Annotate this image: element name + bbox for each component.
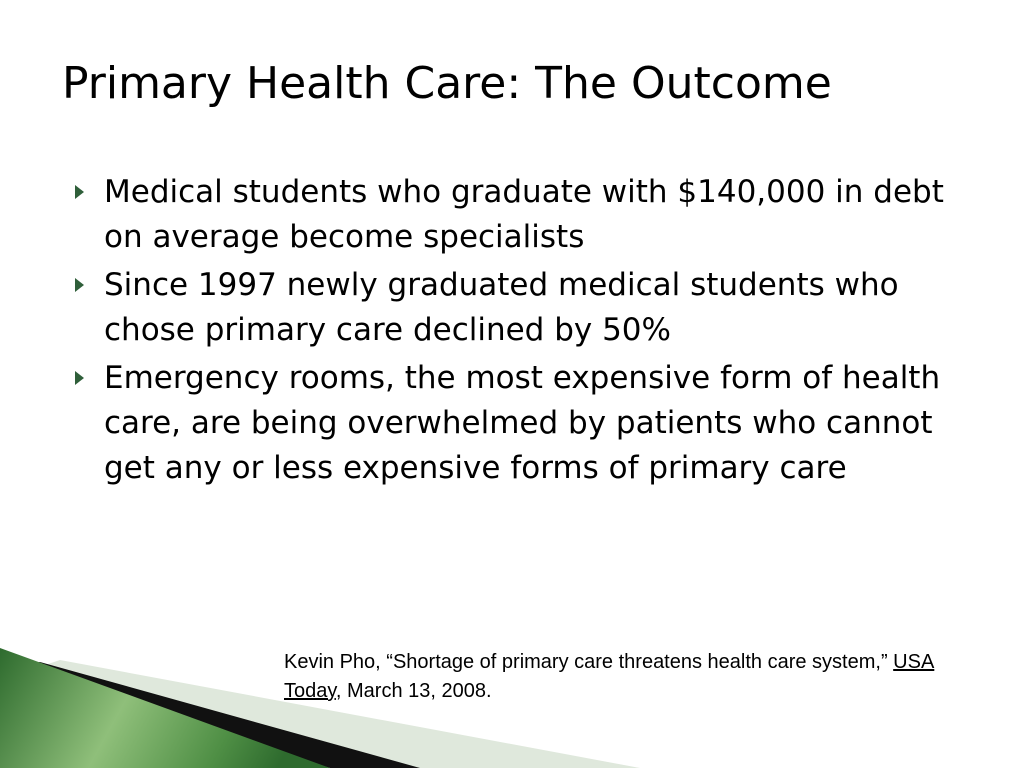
bullet-text: Emergency rooms, the most expensive form of health care, are being overwhelmed by patients who cannot get any or less expensive forms of primary care xyxy=(104,360,941,486)
bullet-text: Since 1997 newly graduated medical students who chose primary care declined by 50% xyxy=(104,267,899,348)
slide-title: Primary Health Care: The Outcome xyxy=(62,58,832,109)
citation-text: Kevin Pho, “Shortage of primary care threatens health care system,” xyxy=(284,651,894,673)
bullet-item xyxy=(72,356,972,491)
bullet-item xyxy=(72,263,972,353)
triangle-right-icon xyxy=(75,371,84,385)
citation xyxy=(284,648,984,706)
bullet-list xyxy=(72,170,972,494)
bullet-text: Medical students who graduate with $140,000 in debt on average become specialists xyxy=(104,174,944,255)
triangle-right-icon xyxy=(75,185,84,199)
citation-date: , March 13, 2008. xyxy=(335,680,492,702)
bullet-item xyxy=(72,170,972,260)
triangle-right-icon xyxy=(75,278,84,292)
citation-publication: USA Today xyxy=(284,651,935,702)
